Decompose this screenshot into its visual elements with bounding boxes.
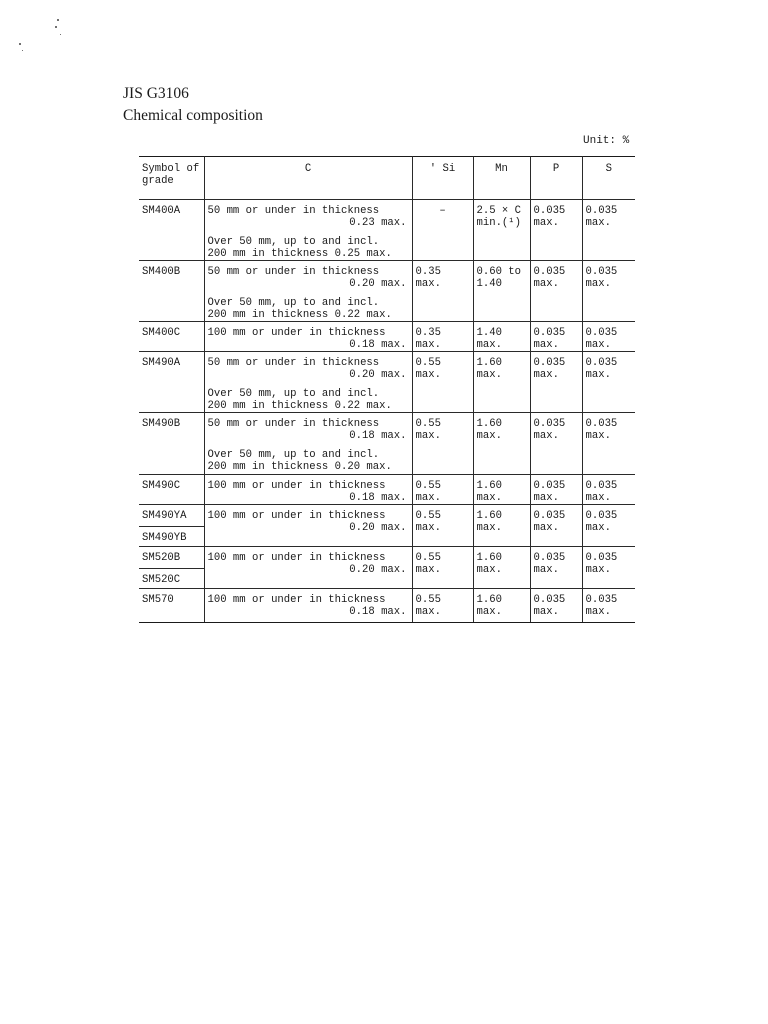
s-text: max. — [585, 278, 611, 290]
scan-speck — [60, 34, 61, 35]
c-text: 200 mm in thickness 0.22 max. — [207, 400, 392, 412]
document-subtitle: Chemical composition — [123, 107, 263, 124]
si-text: 0.35 — [415, 266, 441, 278]
s-text: 0.035 — [585, 357, 618, 369]
mn-text: max. — [476, 369, 502, 381]
si-text: max. — [415, 606, 441, 618]
si-text: max. — [415, 369, 441, 381]
c-text: 50 mm or under in thickness — [207, 266, 380, 278]
s-text: max. — [585, 522, 611, 534]
mn-text: 1.60 — [476, 510, 502, 522]
mn-text: max. — [476, 430, 502, 442]
p-text: max. — [533, 492, 559, 504]
si-text: max. — [415, 492, 441, 504]
p-cell — [530, 475, 582, 505]
si-text: max. — [415, 522, 441, 534]
s-cell — [582, 352, 635, 413]
si-text: 0.55 — [415, 357, 441, 369]
si-text: max. — [415, 278, 441, 290]
s-text: 0.035 — [585, 594, 618, 606]
c-text: Over 50 mm, up to and incl. — [207, 388, 380, 400]
p-cell — [530, 413, 582, 475]
p-text: 0.035 — [533, 594, 566, 606]
grade-cell: SM400A — [139, 200, 204, 261]
c-cell — [204, 505, 412, 547]
mn-text: max. — [476, 339, 502, 351]
c-text: 0.20 max. — [349, 564, 407, 576]
document-title: JIS G3106 — [123, 85, 189, 102]
c-cell — [204, 547, 412, 589]
grade-cell: SM490YA — [139, 505, 204, 527]
p-text: max. — [533, 606, 559, 618]
s-cell — [582, 547, 635, 589]
si-cell — [412, 200, 473, 261]
c-text: 0.18 max. — [349, 339, 407, 351]
c-text: 200 mm in thickness 0.25 max. — [207, 248, 392, 260]
si-text: 0.55 — [415, 552, 441, 564]
s-cell — [582, 261, 635, 322]
si-text: max. — [415, 339, 441, 351]
scan-speck — [19, 43, 21, 45]
s-text: max. — [585, 564, 611, 576]
c-text: 100 mm or under in thickness — [207, 594, 386, 606]
p-text: max. — [533, 522, 559, 534]
s-text: 0.035 — [585, 510, 618, 522]
mn-text: 1.40 — [476, 278, 502, 290]
c-text: 50 mm or under in thickness — [207, 418, 380, 430]
table-row — [139, 475, 635, 505]
s-cell — [582, 589, 635, 623]
p-cell — [530, 200, 582, 261]
mn-cell — [473, 413, 530, 475]
si-text: 0.35 — [415, 327, 441, 339]
si-cell — [412, 322, 473, 352]
p-cell — [530, 261, 582, 322]
grade-cell: SM490A — [139, 352, 204, 413]
c-text: 50 mm or under in thickness — [207, 205, 380, 217]
c-cell — [204, 352, 412, 413]
c-text: 0.18 max. — [349, 430, 407, 442]
scan-speck — [55, 26, 57, 28]
s-text: 0.035 — [585, 327, 618, 339]
s-cell — [582, 413, 635, 475]
s-text: max. — [585, 217, 611, 229]
c-text: 0.20 max. — [349, 369, 407, 381]
c-text: 100 mm or under in thickness — [207, 480, 386, 492]
p-text: max. — [533, 430, 559, 442]
c-cell — [204, 322, 412, 352]
unit-label: Unit: % — [583, 135, 630, 147]
s-cell — [582, 475, 635, 505]
header-si: ' Si — [412, 157, 473, 200]
mn-cell — [473, 352, 530, 413]
mn-text: max. — [476, 492, 502, 504]
p-text: 0.035 — [533, 266, 566, 278]
p-text: max. — [533, 217, 559, 229]
mn-text: max. — [476, 606, 502, 618]
s-cell — [582, 322, 635, 352]
s-cell — [582, 505, 635, 547]
table-row — [139, 505, 635, 527]
scan-speck — [57, 19, 59, 21]
grade-cell: SM490B — [139, 413, 204, 475]
si-cell — [412, 413, 473, 475]
c-text: 100 mm or under in thickness — [207, 510, 386, 522]
s-text: 0.035 — [585, 418, 618, 430]
p-cell — [530, 352, 582, 413]
si-text: 0.55 — [415, 418, 441, 430]
si-cell — [412, 261, 473, 322]
c-text: Over 50 mm, up to and incl. — [207, 236, 380, 248]
table-row — [139, 261, 635, 322]
c-cell — [204, 261, 412, 322]
header-c: C — [204, 157, 412, 200]
si-cell — [412, 352, 473, 413]
c-text: 0.20 max. — [349, 278, 407, 290]
si-text: – — [439, 205, 446, 217]
mn-text: min.(¹) — [476, 217, 522, 229]
p-text: 0.035 — [533, 552, 566, 564]
c-cell — [204, 589, 412, 623]
grade-cell: SM520C — [139, 569, 204, 589]
header-symbol-of-grade: Symbol of grade — [139, 157, 204, 200]
mn-text: 1.40 — [476, 327, 502, 339]
table-row — [139, 413, 635, 475]
grade-cell: SM520B — [139, 547, 204, 569]
p-cell — [530, 589, 582, 623]
mn-text: 0.60 to — [476, 266, 522, 278]
mn-cell — [473, 589, 530, 623]
s-text: max. — [585, 369, 611, 381]
p-text: 0.035 — [533, 357, 566, 369]
table-header-row — [139, 157, 635, 200]
c-text: 0.23 max. — [349, 217, 407, 229]
grade-cell: SM570 — [139, 589, 204, 623]
mn-text: 1.60 — [476, 480, 502, 492]
p-text: max. — [533, 339, 559, 351]
c-text: 100 mm or under in thickness — [207, 552, 386, 564]
c-text: 200 mm in thickness 0.22 max. — [207, 309, 392, 321]
s-text: 0.035 — [585, 480, 618, 492]
header-s: S — [582, 157, 635, 200]
mn-cell — [473, 547, 530, 589]
c-text: 0.18 max. — [349, 606, 407, 618]
c-text: 0.18 max. — [349, 492, 407, 504]
si-cell — [412, 475, 473, 505]
s-cell — [582, 200, 635, 261]
mn-cell — [473, 261, 530, 322]
mn-text: 1.60 — [476, 418, 502, 430]
s-text: max. — [585, 339, 611, 351]
p-text: 0.035 — [533, 205, 566, 217]
si-text: 0.55 — [415, 510, 441, 522]
p-text: 0.035 — [533, 418, 566, 430]
p-text: 0.035 — [533, 327, 566, 339]
p-text: max. — [533, 564, 559, 576]
table-row — [139, 200, 635, 261]
si-text: 0.55 — [415, 594, 441, 606]
p-cell — [530, 547, 582, 589]
chemical-composition-table — [139, 156, 635, 623]
grade-cell: SM490YB — [139, 527, 204, 547]
grade-cell: SM400C — [139, 322, 204, 352]
si-cell — [412, 505, 473, 547]
s-text: max. — [585, 430, 611, 442]
mn-text: max. — [476, 522, 502, 534]
s-text: max. — [585, 606, 611, 618]
mn-cell — [473, 475, 530, 505]
c-text: 0.20 max. — [349, 522, 407, 534]
header-p: P — [530, 157, 582, 200]
table-row — [139, 322, 635, 352]
c-cell — [204, 200, 412, 261]
mn-cell — [473, 505, 530, 547]
si-text: 0.55 — [415, 480, 441, 492]
grade-cell: SM400B — [139, 261, 204, 322]
si-cell — [412, 547, 473, 589]
s-text: max. — [585, 492, 611, 504]
grade-cell: SM490C — [139, 475, 204, 505]
mn-cell — [473, 322, 530, 352]
p-cell — [530, 505, 582, 547]
p-cell — [530, 322, 582, 352]
mn-text: 1.60 — [476, 552, 502, 564]
si-text: max. — [415, 564, 441, 576]
c-cell — [204, 475, 412, 505]
c-text: 100 mm or under in thickness — [207, 327, 386, 339]
p-text: 0.035 — [533, 510, 566, 522]
si-cell — [412, 589, 473, 623]
p-text: 0.035 — [533, 480, 566, 492]
table-row — [139, 589, 635, 623]
mn-cell — [473, 200, 530, 261]
c-text: 50 mm or under in thickness — [207, 357, 380, 369]
c-cell — [204, 413, 412, 475]
scan-speck — [22, 50, 23, 51]
c-text: Over 50 mm, up to and incl. — [207, 297, 380, 309]
mn-text: 2.5 × C — [476, 205, 522, 217]
s-text: 0.035 — [585, 205, 618, 217]
mn-text: 1.60 — [476, 357, 502, 369]
mn-text: max. — [476, 564, 502, 576]
s-text: 0.035 — [585, 552, 618, 564]
header-mn: Mn — [473, 157, 530, 200]
si-text: max. — [415, 430, 441, 442]
p-text: max. — [533, 278, 559, 290]
mn-text: 1.60 — [476, 594, 502, 606]
c-text: Over 50 mm, up to and incl. — [207, 449, 380, 461]
table-row — [139, 352, 635, 413]
c-text: 200 mm in thickness 0.20 max. — [207, 461, 392, 473]
s-text: 0.035 — [585, 266, 618, 278]
p-text: max. — [533, 369, 559, 381]
table-row — [139, 547, 635, 569]
